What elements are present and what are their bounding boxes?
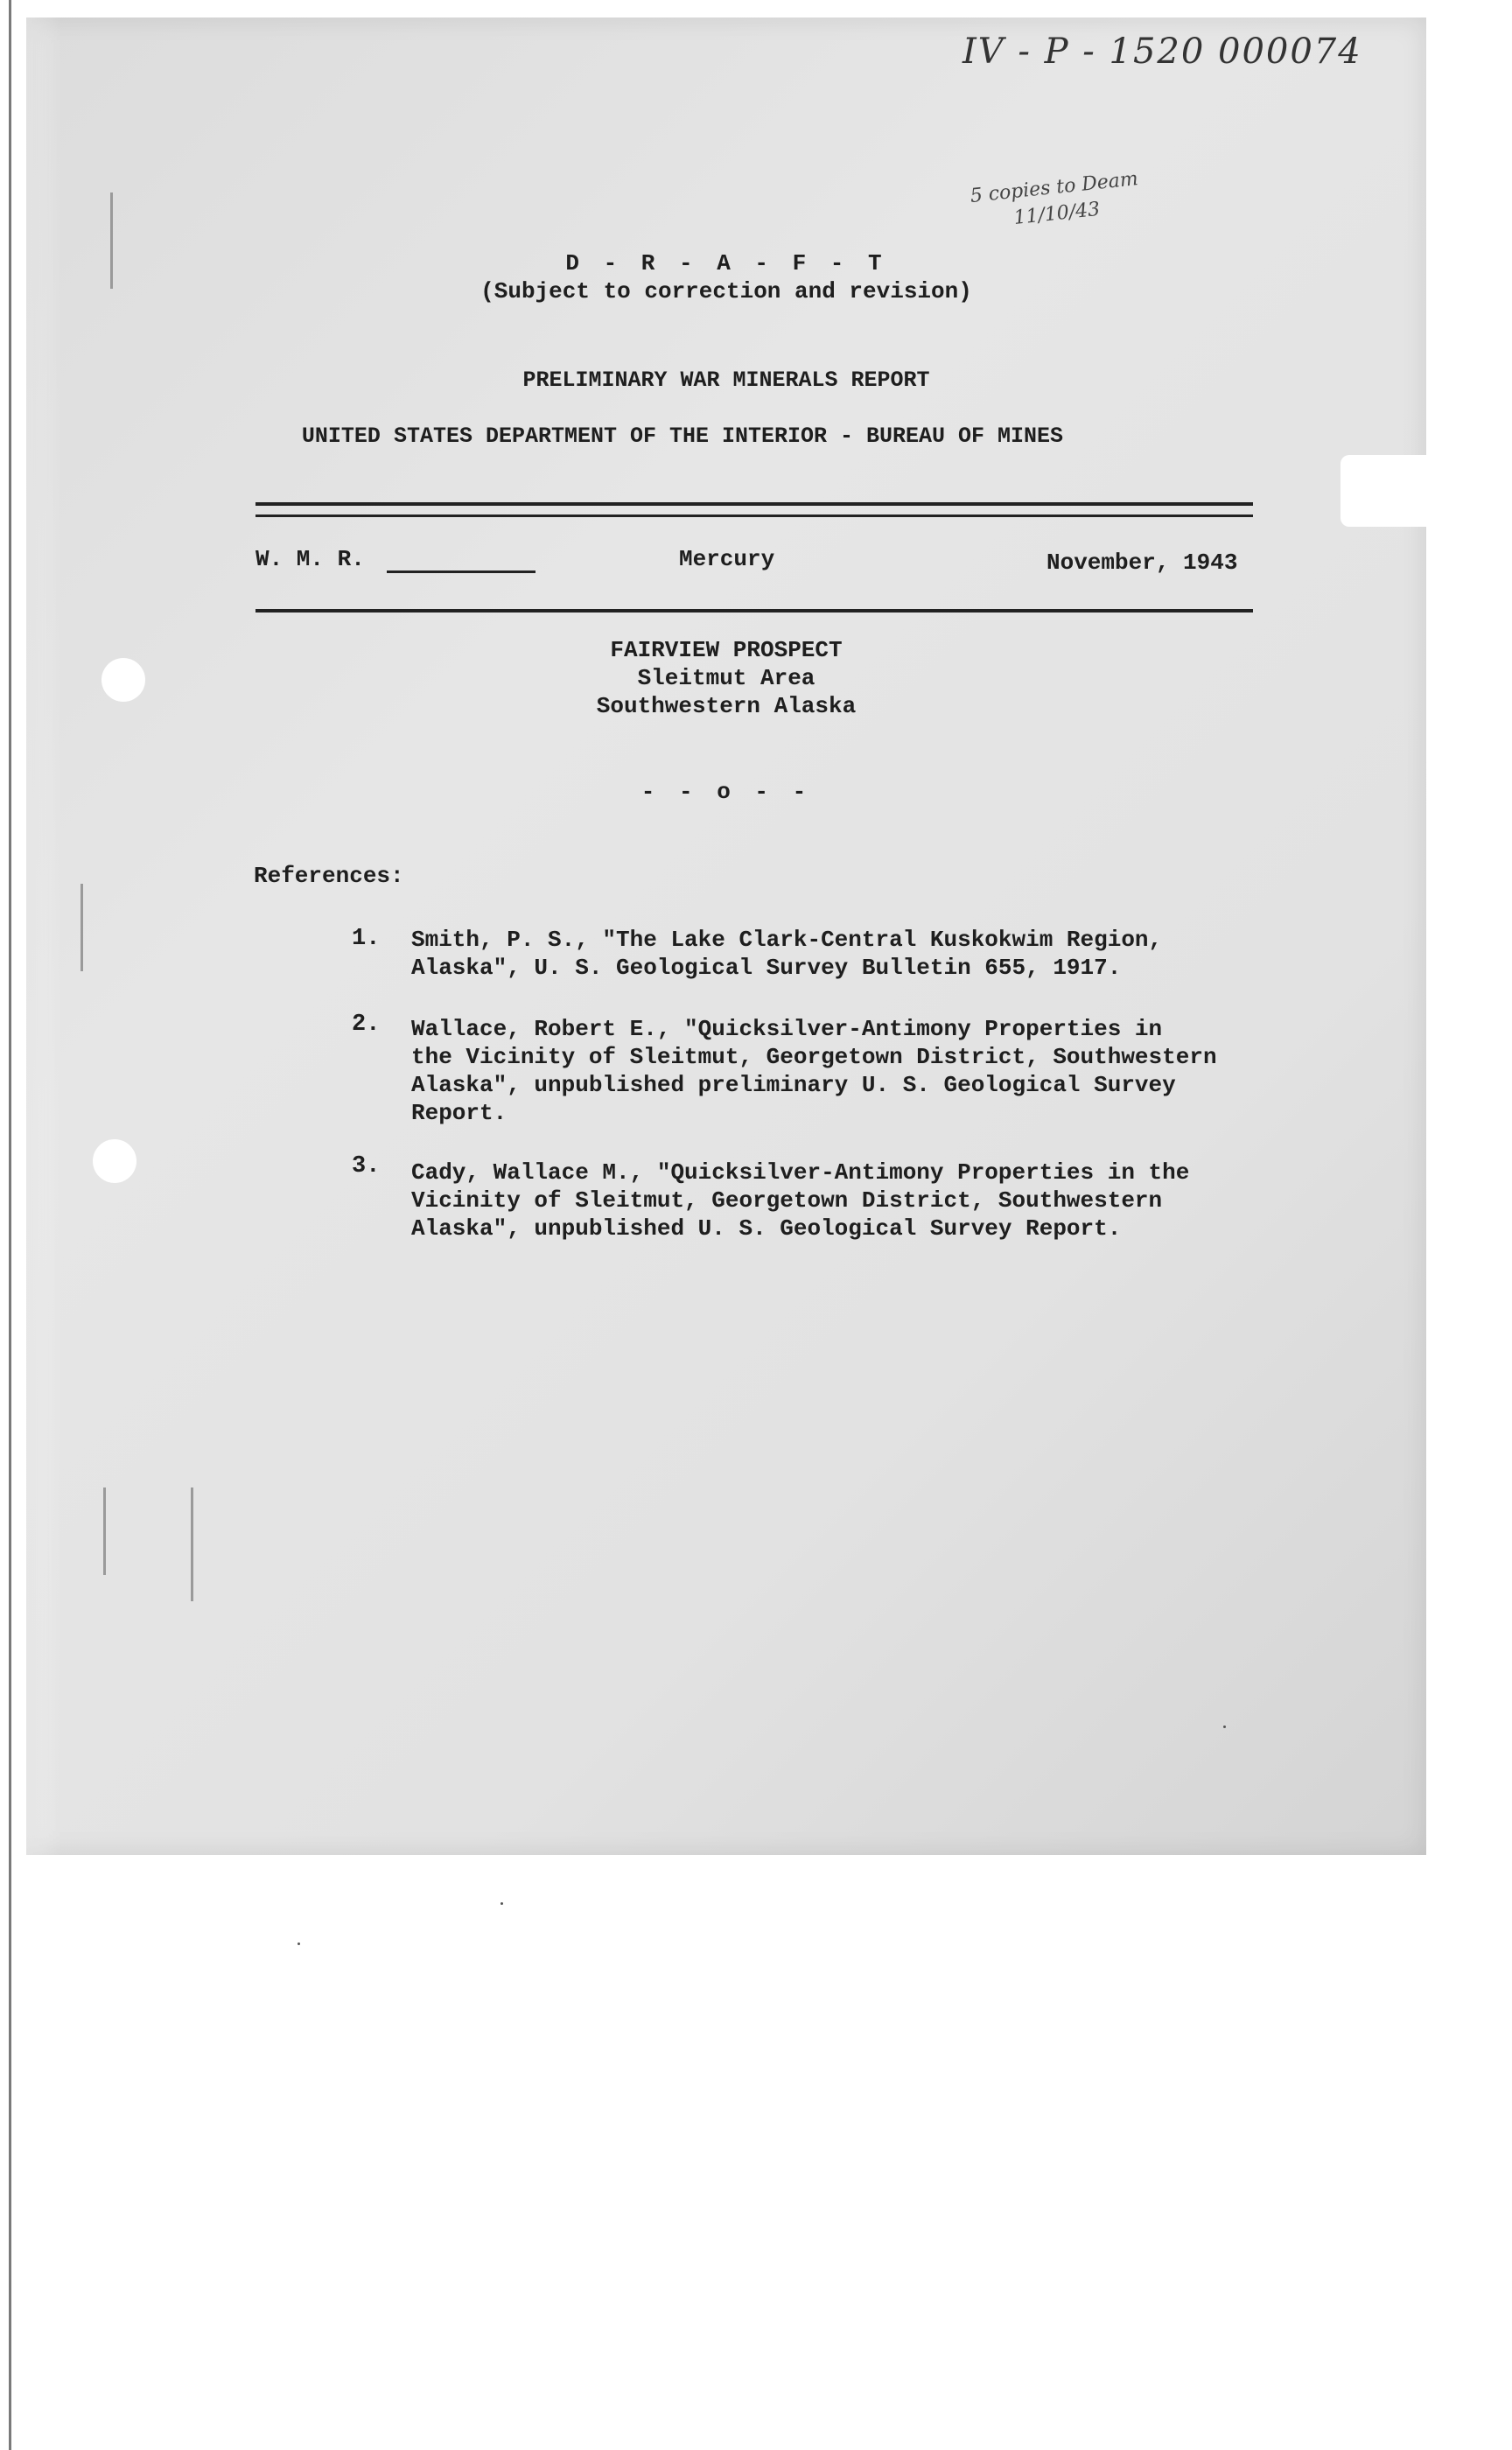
draft-title: D - R - A - F - T xyxy=(565,250,887,276)
edge-mark xyxy=(191,1488,193,1601)
edge-mark xyxy=(80,884,83,971)
page-tab-notch xyxy=(1340,455,1426,527)
double-rule-bottom xyxy=(256,514,1253,517)
page-fold-shadow xyxy=(26,18,61,1855)
department-heading: UNITED STATES DEPARTMENT OF THE INTERIOR - BUREAU OF MINES xyxy=(301,424,1064,449)
reference-text: Smith, P. S., "The Lake Clark-Central Kuskokwim Region, Alaska", U. S. Geological Survey Bulletin 655, 1917. xyxy=(411,927,1163,981)
edge-mark xyxy=(110,192,113,289)
reference-text: Wallace, Robert E., "Quicksilver-Antimony Properties in the Vicinity of Sleitmut, Georgetown District, Southwestern Alaska", unpublished preliminary U. S. Geological Survey Report. xyxy=(411,1016,1217,1126)
references-heading: References: xyxy=(254,863,404,889)
scan-speck xyxy=(298,1942,300,1945)
report-date: November, 1943 xyxy=(1046,550,1238,576)
draft-subtitle: (Subject to correction and revision) xyxy=(480,278,972,304)
reference-number: 2. xyxy=(352,1012,381,1038)
scan-speck xyxy=(500,1902,503,1905)
reference-number: 3. xyxy=(352,1153,381,1180)
wmr-blank-line xyxy=(387,570,536,573)
report-title: PRELIMINARY WAR MINERALS REPORT xyxy=(522,368,930,393)
handwritten-note-line: 11/10/43 xyxy=(1012,198,1102,230)
scan-speck xyxy=(1223,1726,1226,1728)
prospect-name: FAIRVIEW PROSPECT xyxy=(610,637,843,663)
punch-hole xyxy=(102,658,145,702)
document-stamp-number: IV - P - 1520 000074 xyxy=(962,32,1362,72)
edge-mark xyxy=(103,1488,106,1575)
header-rule xyxy=(256,609,1253,612)
wmr-label: W. M. R. xyxy=(256,546,365,572)
prospect-region: Southwestern Alaska xyxy=(596,693,857,719)
double-rule-top xyxy=(256,502,1253,506)
section-separator: - - o - - xyxy=(640,779,812,805)
commodity: Mercury xyxy=(679,546,775,572)
prospect-area: Sleitmut Area xyxy=(637,665,816,691)
reference-number: 1. xyxy=(352,926,381,952)
reference-text: Cady, Wallace M., "Quicksilver-Antimony Properties in the Vicinity of Sleitmut, Georgetown District, Southwestern Alaska", unpublished U. S. Geological Survey Report. xyxy=(411,1159,1190,1242)
punch-hole xyxy=(93,1139,136,1183)
scan-edge xyxy=(9,0,11,2450)
handwritten-note-line: 5 copies to Deam xyxy=(969,168,1139,208)
